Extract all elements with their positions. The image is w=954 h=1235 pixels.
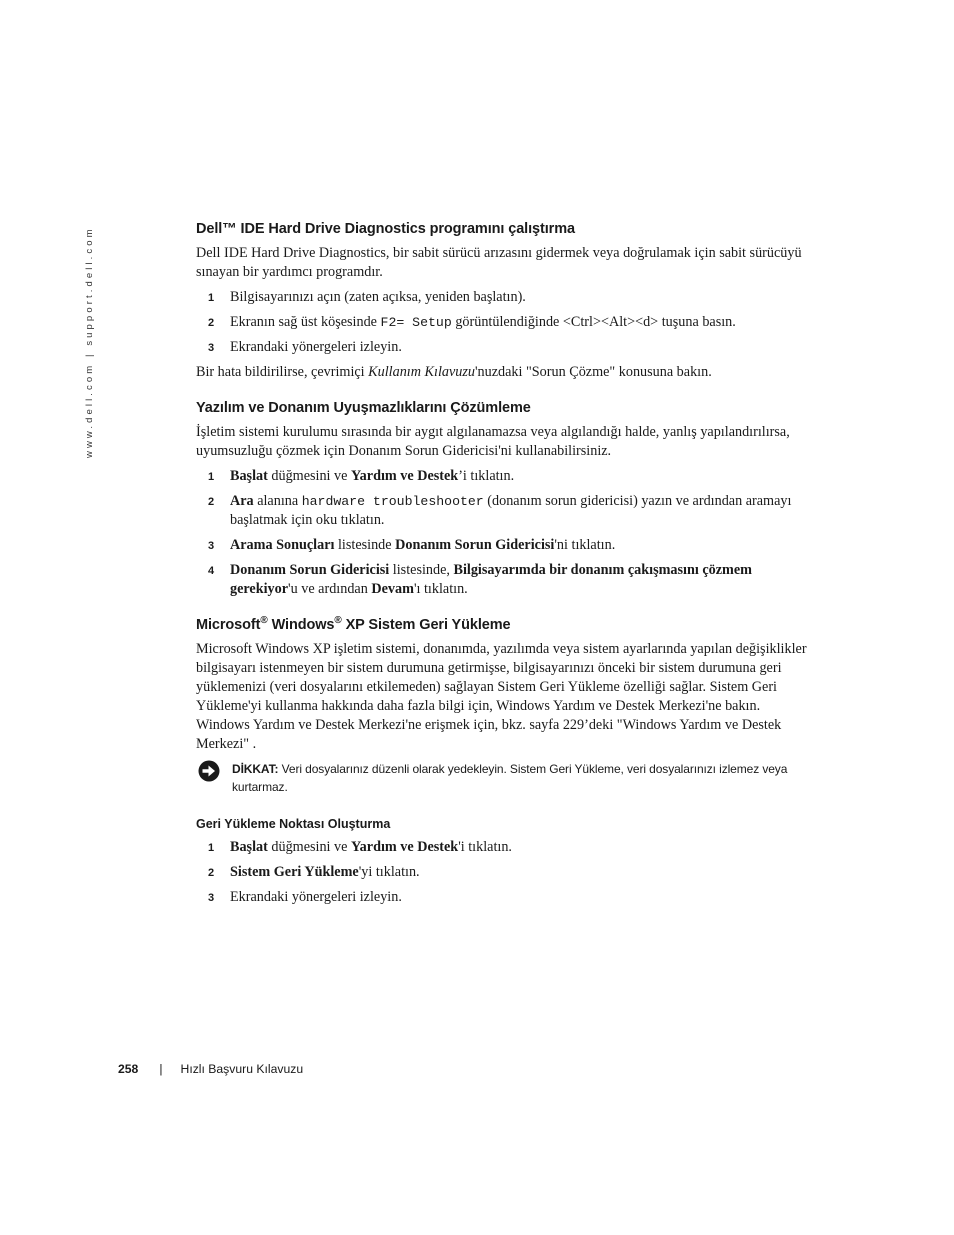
caution-label: DİKKAT:	[232, 762, 279, 776]
step-number: 1	[208, 471, 215, 483]
step-number: 2	[208, 496, 215, 508]
ui-term: Ara	[230, 493, 254, 509]
section-heading-system-restore: Microsoft® Windows® XP Sistem Geri Yükleme	[196, 615, 511, 633]
step-text: Ekrandaki yönergeleri izleyin.	[230, 339, 402, 355]
list-item: 1 Başlat düğmesini ve Yardım ve Destek'i tıklatın.	[196, 838, 814, 857]
page-content	[196, 220, 814, 907]
paragraph-diagnostics-closing: Bir hata bildirilirse, çevrimiçi Kullanım Kılavuzu'nuzdaki "Sorun Çözme" konusuna bakın.	[196, 364, 712, 380]
list-item: 3 Arama Sonuçları listesinde Donanım Sorun Gidericisi'ni tıklatın.	[196, 536, 814, 555]
list-item	[196, 338, 814, 357]
caution-icon	[198, 760, 220, 782]
caution-note	[196, 760, 814, 796]
list-item	[196, 888, 814, 907]
paragraph-system-restore-intro: Microsoft Windows XP işletim sistemi, donanımda, yazılımda veya sistem ayarlarında yapılan değişiklikler bilgisayarı istenmeyen bir sistem durumuna getirmişse, bilgisayarınızı önceki bir sistem durumuna geri yüklemenizi (veri dosyalarını etkilemeden) sağlayan Sistem Geri Yükleme özelliği sağlar. Sistem Geri Yükleme'yi kullanma hakkında daha fazla bilgi için, Windows Yardım ve Destek Merkezi'ne bakın. Windows Yardım ve Destek Merkezi'ne erişmek için, bkz. sayfa 229’deki "Windows Yardım ve Destek Merkezi" .	[196, 641, 807, 752]
ui-term: Arama Sonuçları	[230, 537, 335, 553]
list-item	[196, 288, 814, 307]
steps-restore-point	[196, 838, 814, 907]
step-number: 3	[208, 892, 215, 904]
step-number: 3	[208, 540, 215, 552]
step-text: Ekrandaki yönergeleri izleyin.	[230, 889, 402, 905]
paragraph-diagnostics-intro: Dell IDE Hard Drive Diagnostics, bir sabit sürücü arızasını gidermek veya doğrulamak için sabit sürücüyü sınayan bir yardımcı programdır.	[196, 245, 802, 280]
side-url: www.dell.com | support.dell.com	[84, 226, 95, 458]
code-text: F2= Setup	[380, 315, 452, 330]
page-number: 258	[118, 1062, 139, 1076]
manual-title: Kullanım Kılavuzu	[368, 364, 475, 380]
ui-term: Yardım ve Destek	[351, 839, 459, 855]
subheading-restore-point: Geri Yükleme Noktası Oluşturma	[196, 817, 391, 831]
step-number: 3	[208, 342, 215, 354]
section-heading-conflicts: Yazılım ve Donanım Uyuşmazlıklarını Çözümleme	[196, 400, 531, 416]
list-item: 4 Donanım Sorun Gidericisi listesinde, Bilgisayarımda bir donanım çakışmasını çözmem gerekiyor'u ve ardından Devam'ı tıklatın.	[208, 562, 752, 597]
paragraph-conflicts-intro: İşletim sistemi kurulumu sırasında bir aygıt algılanamazsa veya algılandığı halde, yanlış yapılandırılırsa, uyumsuzluğu çözmek için Donanım Sorun Gidericisi'ni kullanabilirsiniz.	[196, 424, 790, 459]
steps-diagnostics	[196, 288, 814, 357]
ui-term: Donanım Sorun Gidericisi	[230, 562, 390, 578]
step-number: 2	[208, 867, 215, 879]
section-heading-diagnostics: Dell™ IDE Hard Drive Diagnostics programını çalıştırma	[196, 221, 575, 237]
steps-conflicts	[196, 467, 814, 599]
footer-separator: |	[159, 1062, 163, 1076]
step-text: Ekranın sağ üst köşesinde	[230, 314, 381, 330]
ui-term: Başlat	[230, 839, 268, 855]
ui-term: Bilgisayarımda bir donanım çakışmasını çözmem gerekiyor	[230, 562, 752, 597]
list-item: 1 Başlat düğmesini ve Yardım ve Destek’i tıklatın.	[196, 467, 814, 486]
step-number: 2	[208, 317, 215, 329]
ui-term: Sistem Geri Yükleme	[230, 864, 359, 880]
caution-text: Veri dosyalarınız düzenli olarak yedekleyin. Sistem Geri Yükleme, veri dosyalarınızı izlemez veya kurtarmaz.	[232, 762, 788, 794]
page-footer	[118, 1062, 303, 1076]
step-number: 1	[208, 842, 215, 854]
step-number: 1	[208, 292, 215, 304]
ui-term: Yardım ve Destek	[351, 468, 459, 484]
step-number: 4	[208, 565, 215, 577]
list-item	[196, 313, 814, 332]
code-text: hardware troubleshooter	[301, 494, 484, 509]
step-text: görüntülendiğinde <Ctrl><Alt><d> tuşuna basın.	[451, 314, 736, 330]
ui-term: Başlat	[230, 468, 268, 484]
ui-term: Devam	[371, 581, 414, 597]
step-text: Bilgisayarınızı açın (zaten açıksa, yeniden başlatın).	[230, 289, 526, 305]
ui-term: Donanım Sorun Gidericisi	[395, 537, 555, 553]
list-item: 2 Ara alanına hardware troubleshooter (donanım sorun gidericisi) yazın ve ardından aramayı başlatmak için oku tıklatın.	[208, 493, 792, 528]
footer-title: Hızlı Başvuru Kılavuzu	[180, 1062, 304, 1076]
list-item: 2 Sistem Geri Yükleme'yi tıklatın.	[196, 863, 814, 882]
